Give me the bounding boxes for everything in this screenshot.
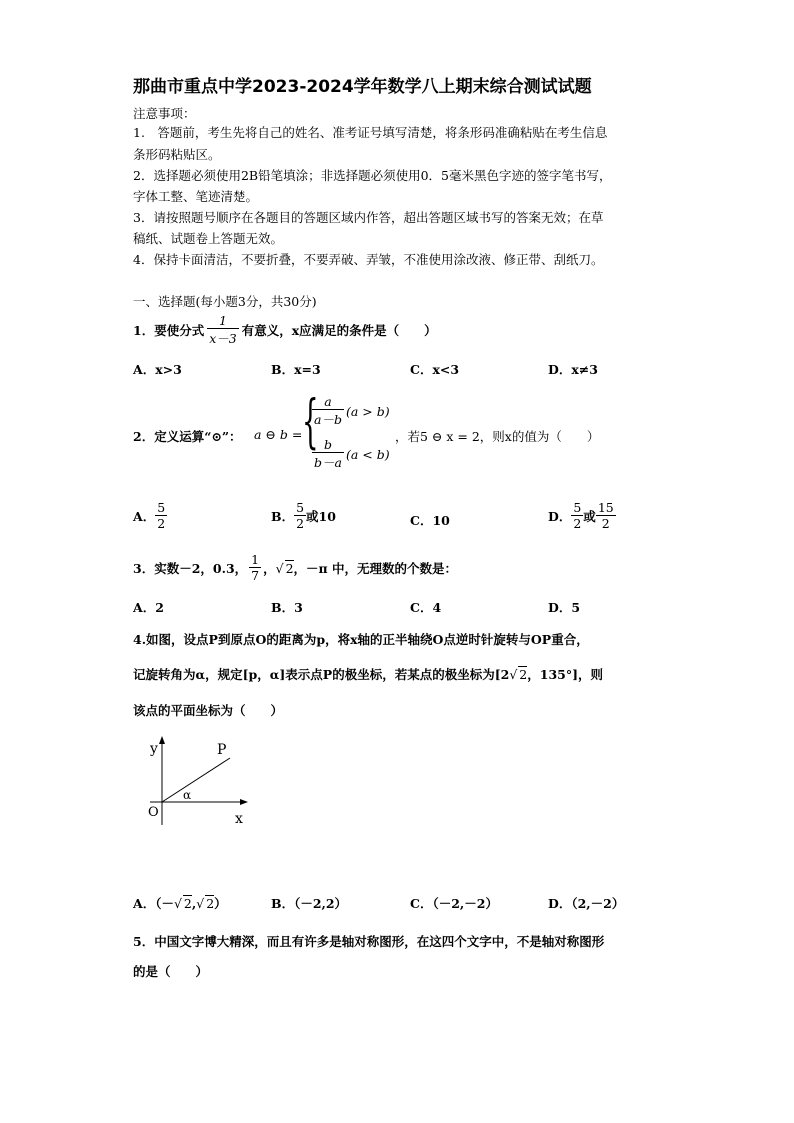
q2-option-d-den2: 2	[596, 515, 616, 531]
y-axis-arrow-icon	[159, 736, 165, 744]
q2-option-d-num2: 15	[597, 500, 614, 515]
q1-fraction	[207, 313, 239, 347]
q4-line-2: 记旋转角为α，规定[p，α]表示点P的极坐标，若某点的极坐标为[2√ 2，135°]，则	[133, 667, 604, 682]
q4-line-3: 该点的平面坐标为（ ）	[133, 703, 284, 718]
q2-option-a-frac	[155, 500, 167, 531]
q2-option-d-frac1	[571, 500, 583, 531]
q2-option-a-den: 2	[157, 516, 166, 531]
q2-option-b-suffix: 或10	[306, 508, 336, 524]
q2-option-b-num: 5	[296, 500, 305, 515]
q2-case2-frac	[312, 437, 344, 471]
q4-option-a-pre: A．（－	[133, 896, 174, 911]
point-p-label: P	[217, 742, 227, 758]
q3-stem-post: ，－π 中，无理数的个数是：	[293, 560, 458, 576]
q4-figure	[140, 732, 260, 832]
q4-option-a-sqrt2: 2	[206, 896, 215, 911]
section-heading: 一、选择题(每小题3分，共30分)	[133, 294, 317, 309]
q2-case2-num: b	[323, 437, 332, 452]
notes-line-3: 2．选择题必须使用2B铅笔填涂；非选择题必须使用0．5毫米黑色字迹的签字笔书写，	[133, 168, 612, 183]
x-label: x	[235, 811, 243, 827]
q2-option-b-label: B．	[271, 508, 295, 524]
q4-line-1: 4.如图，设点P到原点O的距离为p，将x轴的正半轴绕O点逆时针旋转与OP重合，	[133, 632, 589, 647]
q1-option-b: B．x=3	[271, 362, 321, 377]
q2-option-a-label: A．	[133, 508, 156, 524]
q2-option-d-frac2	[596, 500, 616, 531]
q1-option-c: C．x<3	[410, 362, 460, 377]
q5-line-1: 5．中国文字博大精深，而且有许多是轴对称图形，在这四个文字中，不是轴对称图形	[133, 934, 605, 949]
q4-line2-pre: 记旋转角为α，规定[p，α]表示点P的极坐标，若某点的极坐标为[2	[133, 667, 510, 682]
q2-case-1	[312, 394, 390, 428]
notes-line-7: 4．保持卡面清洁，不要折叠，不要弄破、弄皱，不准使用涂改液、修正带、刮纸刀。	[133, 252, 604, 267]
q4-option-a: A．（－√ 2,√ 2）	[133, 896, 227, 911]
q2-case1-cond: (a > b)	[345, 403, 390, 419]
q3-option-d: D．5	[548, 600, 581, 615]
y-label: y	[150, 741, 158, 757]
q2-option-b	[271, 500, 336, 531]
question-3	[133, 552, 457, 583]
q2-option-b-frac	[294, 500, 306, 531]
q2-option-d-num1: 5	[573, 500, 582, 515]
q3-option-c: C．4	[410, 600, 442, 615]
q4-option-a-post: ）	[214, 896, 227, 911]
q2-option-d-den1: 2	[573, 516, 582, 531]
q2-case1-num: a	[324, 394, 332, 409]
q1-stem-pre: 1．要使分式	[133, 323, 205, 338]
notes-line-4: 字体工整、笔迹清楚。	[133, 189, 259, 204]
q4-line2-post: ，135°]，则	[527, 667, 604, 682]
q3-comma: ，	[263, 560, 276, 576]
q3-option-a: A．2	[133, 600, 164, 615]
notes-line-1: 1. 答题前，考生先将自己的姓名、准考证号填写清楚，将条形码准确粘贴在考生信息	[133, 125, 608, 140]
q4-option-a-comma: ,	[191, 896, 197, 911]
q4-option-b: B．（－2,2）	[271, 896, 348, 911]
q2-option-b-den: 2	[296, 516, 305, 531]
q2-case2-den: b－a	[312, 452, 344, 471]
q4-line2-sqrt: 2	[519, 667, 528, 682]
q1-stem-post: 有意义，x应满足的条件是（ ）	[241, 323, 437, 338]
q3-sqrt-val: 2	[285, 560, 294, 576]
q3-frac-num: 1	[251, 552, 260, 567]
q1-frac-den: x－3	[207, 328, 239, 347]
q2-stem-pre: 2．定义运算“⊙”：	[133, 429, 242, 444]
q2-option-c: C．10	[410, 513, 450, 528]
q2-option-d-or: 或	[583, 508, 596, 524]
q1-option-a: A．x>3	[133, 362, 182, 377]
q4-option-d: D．（2,－2）	[548, 896, 625, 911]
q2-case2-cond: (a < b)	[345, 446, 390, 462]
q5-line-2: 的是（ ）	[133, 964, 209, 979]
q1-option-d: D．x≠3	[548, 362, 598, 377]
q2-operator-def: a ⊖ b =	[254, 427, 303, 442]
x-axis-arrow-icon	[240, 799, 248, 805]
q2-case1-frac	[312, 394, 344, 428]
q3-fraction	[249, 552, 261, 583]
page-title: 那曲市重点中学2023-2024学年数学八上期末综合测试试题	[133, 77, 592, 97]
q2-option-a	[133, 500, 167, 531]
notes-heading: 注意事项：	[133, 106, 196, 121]
q4-option-a-sqrt1: 2	[183, 896, 192, 911]
q3-stem-pre: 3．实数－2，0.3，	[133, 560, 248, 576]
q1-frac-num: 1	[218, 313, 227, 328]
q2-option-d	[548, 500, 616, 531]
angle-label: α	[183, 788, 192, 802]
q3-frac-den: 7	[251, 568, 260, 583]
notes-line-6: 稿纸、试题卷上答题无效。	[133, 231, 284, 246]
q3-option-b: B．3	[271, 600, 303, 615]
ray-op	[162, 758, 230, 802]
q2-case-2	[312, 437, 390, 471]
question-1	[133, 313, 437, 347]
q2-case1-den: a－b	[312, 409, 344, 428]
notes-line-2: 条形码粘贴区。	[133, 147, 221, 162]
q2-brace: {	[302, 387, 319, 455]
q2-option-a-num: 5	[157, 500, 166, 515]
origin-label: O	[148, 805, 159, 820]
q2-option-d-label: D．	[548, 508, 572, 524]
q2-stem-post: ，若5 ⊖ x = 2，则x的值为（ ）	[395, 429, 600, 444]
q4-option-c: C．（－2,－2）	[410, 896, 498, 911]
notes-line-5: 3．请按照题号顺序在各题目的答题区域内作答，超出答题区域书写的答案无效；在草	[133, 210, 604, 225]
q3-sqrt: √ 2	[275, 560, 294, 576]
